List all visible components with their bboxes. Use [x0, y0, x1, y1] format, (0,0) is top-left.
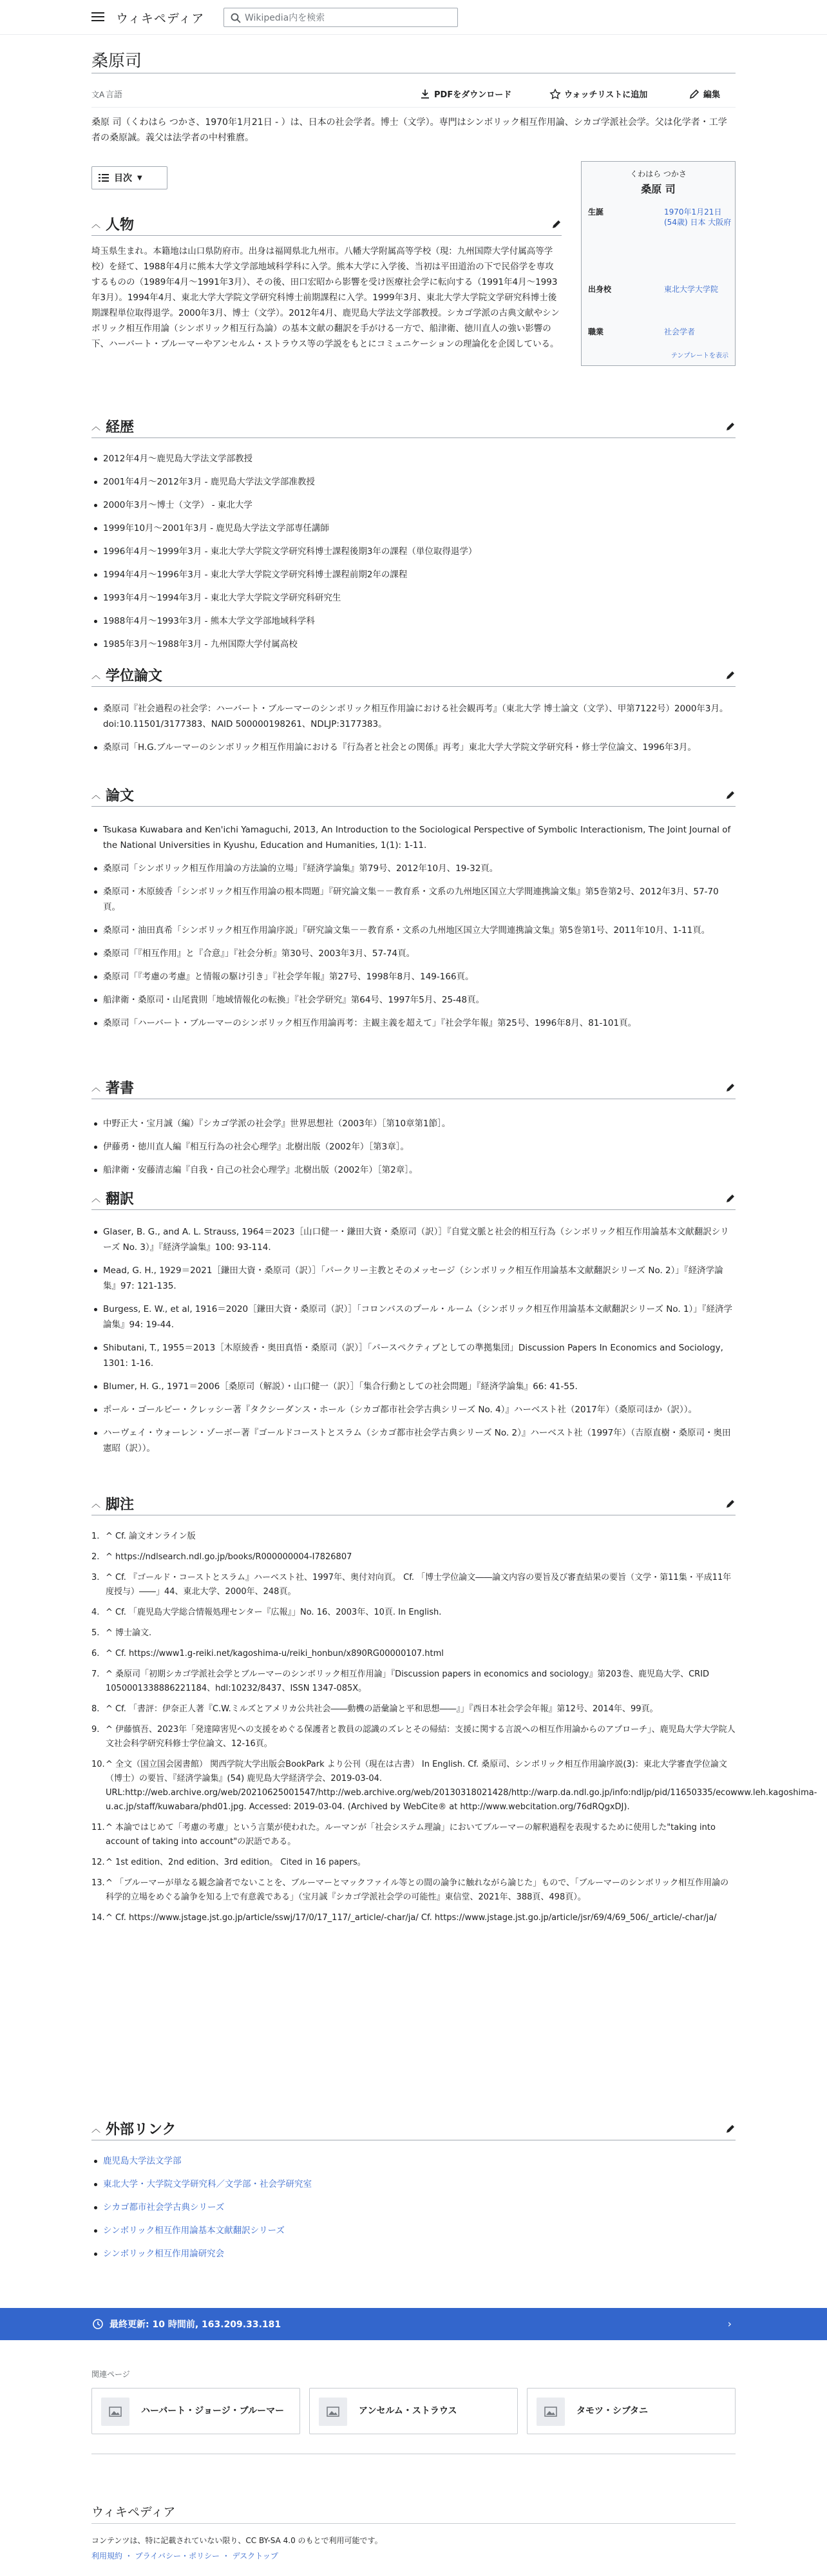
footnote-item: 13. ^ 「ブルーマーが単なる観念論者でないことを、ブルーマーとマックファイル等との間の論争に触れながら論じた」もので、「ブルーマーのシンボリック相互作用論の科学的立場をめぐる論争を知る上で有意義である」（宝月誠『シカゴ学派社会学の可能性』東信堂、2021年、388頁、498頁）。 — [91, 1878, 729, 1902]
image-placeholder-icon — [537, 2398, 565, 2426]
toc-button[interactable]: 目次 ▼ — [91, 166, 167, 189]
chevron-up-icon: ︿ — [91, 670, 100, 681]
chevron-up-icon: ︿ — [91, 790, 100, 801]
gakui-list — [91, 701, 736, 755]
search-placeholder: Wikipedia内を検索 — [245, 13, 325, 23]
section-header-gakui[interactable]: ︿ 学位論文 — [91, 664, 736, 687]
lead-paragraph: 桑原 司（くわはら つかさ、1970年1月21日 - ）は、日本の社会学者。博士（文学）。専門はシンボリック相互作用論、シカゴ学派社会学。父は化学者・工学者の桑原誠。義父は法学者の中村雅麿。 — [91, 117, 727, 143]
actions-divider — [91, 107, 736, 108]
footnote-item: 5. ^ 博士論文. — [91, 1628, 152, 1638]
footnote-item: 12. ^ 1st edition、2nd edition、3rd edition。 Cited in 16 papers。 — [91, 1858, 366, 1867]
list-item: 1994年4月〜1996年3月 - 東北大学大学院文学研究科博士課程前期2年の課程 — [91, 567, 736, 582]
external-links-list — [91, 2153, 736, 2262]
chevron-up-icon: ︿ — [91, 2124, 100, 2135]
chevron-up-icon: ︿ — [91, 1193, 100, 1204]
menu-icon[interactable] — [91, 11, 104, 23]
list-item: 1999年10月〜2001年3月 - 鹿児島大学法文学部専任講師 — [91, 521, 736, 536]
list-item: ハーヴェイ・ウォーレン・ゾーボー著『ゴールドコーストとスラム（シカゴ都市社会学古典シリーズ No. 2）』ハーベスト社（1997年）（吉原直樹・桑原司・奥田憲昭（訳））。 — [91, 1425, 736, 1456]
list-item: 船津衛・安藤清志編『自我・自己の社会心理学』北樹出版（2002年）［第2章］。 — [91, 1162, 736, 1178]
chevron-up-icon: ︿ — [91, 421, 100, 432]
infobox-ruby: くわはら つかさ — [630, 169, 687, 178]
related-heading: 関連ページ — [91, 2370, 130, 2379]
infobox-row-school: 出身校 東北大学大学院 — [588, 285, 719, 294]
ronbun-list — [91, 822, 736, 1031]
image-placeholder-icon — [101, 2398, 129, 2426]
external-link[interactable]: シンボリック相互作用論研究会 — [91, 2246, 736, 2262]
pencil-icon[interactable] — [725, 1193, 736, 1204]
edit-button[interactable]: 編集 — [689, 88, 720, 100]
pencil-icon[interactable] — [725, 790, 736, 800]
footnote-item: 10. ^ 全文（国立国会図書館） 関西学院大学出版会BookPark より公刊（現在は古書） In English. Cf. 桑原司、シンボリック相互作用論序説(3)：東北大学審査学位論文（博士）の要旨、『経済学論集』(54) 鹿児島大学経済学会、2019-03-04. URL:http://web.archive.org/web/20210625001547/http://web.archive.org/web/20130318021428/http://warp.da.ndl.go.jp/info:ndljp/pid/11650335/ecowww.leh.kagoshima-u.ac.jp/staff/kuwabara/phd01.jpg. Accessed: 2019-03-04. (Archived by WebCite® at http://www.webcitation.org/76dRQgxDJ). — [91, 1760, 817, 1812]
footer-divider — [91, 2523, 736, 2524]
list-icon — [99, 173, 109, 182]
list-item: 1988年4月〜1993年3月 - 熊本大学文学部地域科学科 — [91, 613, 736, 629]
site-logo[interactable]: ウィキペディア — [116, 12, 205, 26]
external-link[interactable]: 東北大学・大学院文学研究科／文学部・社会学研究室 — [91, 2177, 736, 2192]
footer-links[interactable]: 利用規約 ・ プライバシー・ポリシー ・ デスクトップ — [91, 2552, 278, 2561]
list-item: 1993年4月〜1994年3月 - 東北大学大学院文学研究科研究生 — [91, 590, 736, 606]
list-item: 2012年4月〜鹿児島大学法文学部教授 — [91, 451, 736, 466]
footnote-item: 9. ^ 伊藤慎吾、2023年「発達障害児への支援をめぐる保護者と教員の認識のズレとその帰結：支援に関する言説への相互作用論からのアプローチ」、鹿児島大学大学院人文社会科学研究科修士学位論文、12-16頁。 — [91, 1725, 736, 1749]
chevron-right-icon: › — [727, 2318, 732, 2330]
footnote-item: 2. ^ https://ndlsearch.ndl.go.jp/books/R000000004-I7826807 — [91, 1552, 352, 1562]
keireki-list — [91, 451, 736, 660]
chevron-down-icon: ▼ — [137, 174, 142, 182]
pencil-icon[interactable] — [725, 670, 736, 680]
footnotes-list — [91, 1530, 817, 1925]
image-placeholder-icon — [319, 2398, 347, 2426]
list-item: 桑原司「H.G.ブルーマーのシンボリック相互作用論における『行為者と社会との関係』再考」東北大学大学院文学研究科・修士学位論文、1996年3月。 — [91, 740, 736, 755]
chevron-up-icon: ︿ — [91, 1499, 100, 1510]
external-link[interactable]: シカゴ都市社会学古典シリーズ — [91, 2200, 736, 2215]
section-header-gaibu[interactable]: ︿ 外部リンク — [91, 2117, 736, 2140]
clock-icon — [93, 2319, 103, 2329]
list-item: ポール・ゴールビー・クレッシー著『タクシーダンス・ホール（シカゴ都市社会学古典シリーズ No. 4）』ハーベスト社（2017年）（桑原司ほか（訳））。 — [91, 1402, 736, 1418]
infobox-row-birth: 生誕 1970年1月21日 (54歳) 日本 大阪府 — [588, 207, 732, 227]
section-header-jinbutsu[interactable]: ︿ 人物 — [91, 213, 562, 236]
section-header-chosho[interactable]: ︿ 著書 — [91, 1076, 736, 1099]
list-item: Blumer, H. G., 1971＝2006［桑原司（解説）・山口健一（訳）］「集合行動としての社会問題」『経済学論集』66: 41-55. — [91, 1379, 736, 1394]
footnote-item: 11. ^ 本論ではじめて「考慮の考慮」という言葉が使われた。ルーマンが「社会システム理論」においてブルーマーの解釈過程を表現するために使用した"taking into account of taking into account"の訳語である。 — [91, 1823, 716, 1847]
pencil-icon[interactable] — [725, 1082, 736, 1093]
chevron-up-icon: ︿ — [91, 219, 100, 230]
section-header-honyaku[interactable]: ︿ 翻訳 — [91, 1187, 736, 1210]
chosho-list — [91, 1116, 736, 1178]
infobox-template-link[interactable]: テンプレートを表示 — [670, 352, 728, 360]
last-updated-banner[interactable]: 最終更新: 10 時間前, 163.209.33.181 › — [0, 2308, 827, 2340]
list-item: 桑原司・油田真希「シンボリック相互作用論序説」『研究論文集－－教育系・文系の九州地区国立大学間連携論文集』第5巻第1号、2011年10月、1-11頁。 — [91, 923, 736, 938]
pencil-icon[interactable] — [725, 421, 736, 432]
related-card[interactable]: タモツ・シブタニ — [527, 2388, 736, 2434]
pencil-icon[interactable] — [725, 2124, 736, 2134]
footnote-item: 4. ^ Cf. 「鹿児島大学総合情報処理センター『広報』」No. 16、2003年、10頁. In English. — [91, 1608, 442, 1617]
pencil-icon — [689, 89, 699, 99]
list-item: 桑原司『社会過程の社会学：ハーバート・ブルーマーのシンボリック相互作用論における社会観再考』（東北大学 博士論文（文学）、甲第7122号）2000年3月。doi:10.11501/3177383、NAID 500000198261、NDLJP:3177383。 — [91, 701, 736, 732]
infobox-name: 桑原 司 — [641, 183, 676, 195]
footnote-item: 3. ^ Cf. 『ゴールド・コーストとスラム』ハーベスト社、1997年、奥付対向頁。 Cf. 「博士学位論文――論文内容の要旨及び審査結果の要旨（文学・第11集・平成11年度授与）――」44、東北大学、2000年、248頁。 — [91, 1573, 732, 1597]
download-icon — [420, 89, 430, 99]
language-icon — [91, 89, 105, 99]
list-item: 1996年4月〜1999年3月 - 東北大学大学院文学研究科博士課程後期3年の課程（単位取得退学） — [91, 544, 736, 559]
list-item: Tsukasa Kuwabara and Ken'ichi Yamaguchi, 2013, An Introduction to the Sociological Perspective of Symbolic Interactionism, The Joint Journal of the National Universities in Kyushu, Education and Humanities, 1(1): 1-11. — [91, 822, 736, 853]
related-card[interactable]: アンセルム・ストラウス — [309, 2388, 518, 2434]
svg-text:文A: 文A — [91, 90, 105, 99]
list-item: 中野正大・宝月誠（編）『シカゴ学派の社会学』世界思想社（2003年）［第10章第1節］。 — [91, 1116, 736, 1131]
external-link[interactable]: 鹿児島大学法文学部 — [91, 2153, 736, 2169]
list-item: Glaser, B. G., and A. L. Strauss, 1964＝2023［山口健一・鎌田大資・桑原司（訳）］『自覚文脈と社会的相互行為（シンボリック相互作用論基本文献翻訳シリーズ No. 3）』『経済学論集』100: 93-114. — [91, 1224, 736, 1255]
honyaku-list — [91, 1224, 736, 1456]
list-item: 2001年4月〜2012年3月 - 鹿児島大学法文学部准教授 — [91, 474, 736, 490]
list-item: Mead, G. H., 1929＝2021［鎌田大資・桑原司（訳）］「パークリー主教とそのメッセージ（シンボリック相互作用論基本文献翻訳シリーズ No. 2）」『経済学論集』97: 121-135. — [91, 1263, 736, 1294]
footer-logo: ウィキペディア — [91, 2505, 176, 2519]
list-item: 2000年3月〜博士（文学） - 東北大学 — [91, 497, 736, 513]
pencil-icon[interactable] — [551, 219, 562, 229]
footer-license: コンテンツは、特に記載されていない限り、CC BY-SA 4.0 のもとで利用可能です。 — [91, 2536, 383, 2545]
list-item: 1985年3月〜1988年3月 - 九州国際大学付属高校 — [91, 637, 736, 652]
chevron-up-icon: ︿ — [91, 1082, 100, 1093]
footnote-item: 8. ^ Cf. 「書評：伊奈正人著『C.W.ミルズとアメリカ公共社会――動機の語彙論と平和思想――』」『西日本社会学会年報』第12号、2014年、99頁。 — [91, 1704, 658, 1714]
page-title: 桑原司 — [91, 52, 142, 71]
related-card[interactable]: ハーバート・ジョージ・ブルーマー — [91, 2388, 300, 2434]
external-link[interactable]: シンボリック相互作用論基本文献翻訳シリーズ — [91, 2223, 736, 2238]
watchlist-button[interactable]: ウォッチリストに追加 — [550, 88, 647, 100]
infobox-row-occupation: 職業 社会学者 — [588, 327, 696, 336]
list-item: 船津衛・桑原司・山尾貴則「地域情報化の転換」『社会学研究』第64号、1997年5月、25-48頁。 — [91, 992, 736, 1008]
star-icon — [550, 89, 560, 99]
language-button[interactable]: 文A 言語 — [91, 90, 123, 100]
pencil-icon[interactable] — [725, 1499, 736, 1509]
list-item: 桑原司「ハーバート・ブルーマーのシンボリック相互作用論再考：主観主義を超えて」『社会学年報』第25号、1996年8月、81-101頁。 — [91, 1015, 736, 1031]
section-header-kyakuchu[interactable]: ︿ 脚注 — [91, 1492, 736, 1515]
top-bar — [0, 0, 827, 35]
list-item: 桑原司「『考慮の考慮』と情報の駆け引き」『社会学年報』第27号、1998年8月、149-166頁。 — [91, 969, 736, 985]
list-item: 伊藤勇・徳川直人編『相互行為の社会心理学』北樹出版（2002年）［第3章］。 — [91, 1139, 736, 1155]
page-actions — [91, 85, 736, 102]
section-header-keireki[interactable]: ︿ 経歴 — [91, 415, 736, 438]
list-item: 桑原司「シンボリック相互作用論の方法論的立場」『経済学論集』第79号、2012年10月、19-32頁。 — [91, 861, 736, 876]
list-item: Shibutani, T., 1955＝2013［木原綾香・奥田真悟・桑原司（訳）］「パースペクティブとしての準拠集団」Discussion Papers In Economics and Sociology, 1301: 1-16. — [91, 1340, 736, 1371]
section-body-jinbutsu: 埼玉県生まれ。本籍地は山口県防府市。出身は福岡県北九州市。八幡大学附属高等学校（現：九州国際大学付属高等学校）を経て、1988年4月に熊本大学文学部地域科学科に入学。熊本大学に入学後、当初は平田道治の下で民俗学を専攻するものの（1989年4月〜1991年3月）、その後、田口宏昭から影響を受け医療社会学に転向する（1991年4月〜1993年3月）。1994年4月、東北大学大学院文学研究科博士前期課程に入学。1999年3月、東北大学大学院文学研究科博士後期課程単位取得退学。2000年3月、博士（文学）。2012年4月、鹿児島大学法文学部教授。シカゴ学派の古典文献やシンボリック相互作用論（シンボリック相互行為論）の基本文献の翻訳を手がける一方で、船津衛、徳川直人の強い影響の下、ハーバート・ブルーマーやアンセルム・ストラウス等の学説をもとにコミュニケーションの理論化を企図している。 — [91, 246, 560, 349]
section-header-ronbun[interactable]: ︿ 論文 — [91, 783, 736, 807]
list-item: Burgess, E. W., et al, 1916＝2020［鎌田大資・桑原司（訳）］「コロンバスのプール・ルーム（シンボリック相互作用論基本文献翻訳シリーズ No. 1）」『経済学論集』94: 19-44. — [91, 1302, 736, 1332]
infobox — [581, 161, 736, 366]
search-icon — [231, 13, 241, 23]
list-item: 桑原司「『相互作用』と『合意』」『社会分析』第30号、2003年3月、57-74頁。 — [91, 946, 736, 961]
footnote-item: 14. ^ Cf. https://www.jstage.jst.go.jp/article/sswj/17/0/17_117/_article/-char/ja/ Cf. https://www.jstage.jst.go.jp/article/jsr/69/4/69_506/_article/-char/ja/ — [91, 1913, 717, 1923]
download-pdf-button[interactable]: PDFをダウンロード — [420, 88, 511, 100]
footnote-item: 6. ^ Cf. https://www1.g-reiki.net/kagoshima-u/reiki_honbun/x890RG00000107.html — [91, 1649, 444, 1658]
footnote-item: 7. ^ 桑原司「初期シカゴ学派社会学とブルーマーのシンボリック相互作用論」『Discussion papers in economics and sociology』第203巻、鹿児島大学、CRID 1050001338886221184、hdl:10232/8437、ISSN 1347-085X。 — [91, 1669, 710, 1693]
search-input[interactable] — [223, 8, 458, 27]
footnote-item: 1. ^ Cf. 論文オンライン版 — [91, 1532, 196, 1541]
list-item: 桑原司・木原綾香「シンボリック相互作用論の根本問題」『研究論文集－－教育系・文系の九州地区国立大学間連携論文集』第5巻第2号、2012年3月、57-70頁。 — [91, 884, 736, 915]
